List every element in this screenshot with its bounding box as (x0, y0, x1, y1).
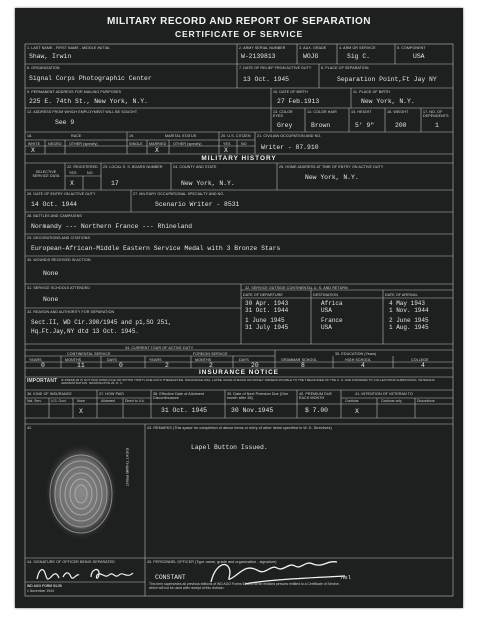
value-decorations: European-African-Middle Eastern Service Medal with 3 Bronze Stars (31, 245, 281, 252)
value-remarks: Lapel Button Issued. (191, 444, 268, 451)
value-occupation: Writer - 87.910 (261, 144, 319, 151)
supersede-note: This form supersedes all previous editions of WD AGO Forms 53 and 55 for enlisted persons entitled to a Certificate of Service, which will not be used after receipt of this revision. (149, 582, 340, 590)
marital-mark: X (155, 147, 159, 154)
label-organization: 6. ORGANIZATION (27, 66, 60, 70)
marital-other: OTHER (specify) (173, 141, 202, 146)
insurance-header: INSURANCE NOTICE (199, 369, 279, 376)
citizen-no: NO (241, 141, 247, 146)
departure-2: 31 Oct. 1944 (245, 307, 289, 314)
tour-val-1: 0 (41, 362, 45, 369)
value-serial: W-2139813 (241, 53, 276, 60)
marital-single: SINGLE (129, 141, 143, 146)
departure-1: 30 Apr. 1943 (245, 300, 289, 307)
destination-4: USA (321, 324, 332, 331)
label-battles: 28. BATTLES AND CAMPAIGNS (27, 214, 82, 218)
value-next-premium: 30 Nov.1945 (231, 407, 274, 414)
label-hair: 14. COLOR HAIR (307, 110, 337, 114)
label-foreign: FOREIGN SERVICE (193, 351, 228, 356)
edu-col-college: COLLEGE (411, 357, 429, 362)
value-premium-due: $ 7.00 (305, 407, 329, 414)
label-premium-due: 40. PREMIUM DUE EACH MONTH (299, 391, 333, 400)
label-employment-address: 12. ADDRESS FROM WHICH EMPLOYMENT WILL BE SOUGHT (27, 110, 138, 114)
label-separation-reason: 33. REASON AND AUTHORITY FOR SEPARATION (27, 310, 115, 314)
intent-continue-only: Continue only (381, 398, 402, 403)
marital-married: MARRIED (149, 141, 167, 146)
label-home-address: 25. HOME ADDRESS AT TIME OF ENTRY ON ACTIVE DUTY (279, 165, 384, 169)
arrival-4: 1 Aug. 1945 (389, 324, 429, 331)
value-employment-address: See 9 (55, 119, 75, 126)
kind-none: None (77, 398, 86, 403)
label-marital: MARITAL STATUS (165, 134, 197, 138)
insurance-notice-text: IF PREMIUM IS NOT PAID WHEN DUE OR WITHIN THIRTY-ONE DAYS THEREAFTER, INSURANCE WILL LAPSE. MAKE CHECKS OR MONEY ORDERS PAYABLE TO THE TREASURER OF THE U. S. AND FORWARD TO COLLECTIONS SUBDIVISION, VETERANS ADMINISTRATION, WASHINGTON 25, D. C. (61, 377, 435, 386)
tour-col-4: YEARS (149, 357, 162, 362)
label-relief-date: 7. DATE OF RELIEF FROM ACTIVE DUTY (239, 66, 312, 70)
tour-col-1: YEARS (29, 357, 42, 362)
destination-2: USA (321, 307, 332, 314)
edu-col-grammar: GRAMMAR SCHOOL (281, 357, 318, 362)
label-citizen: 20. U.S. CITIZEN (221, 134, 251, 138)
departure-4: 31 July 1945 (245, 324, 289, 331)
label-separation-place: 8. PLACE OF SEPARATION (321, 66, 369, 70)
value-separation-reason-2: Hq.Ft.Jay,NY dtd 13 Oct. 1945. (31, 328, 140, 335)
label-birth-place: 11. PLACE OF BIRTH (353, 90, 391, 94)
label-eyes: 13. COLOR EYES (273, 110, 293, 118)
value-grade: WOJG (303, 53, 319, 60)
insurance-important: IMPORTANT (27, 378, 58, 384)
registered-yes: YES (69, 171, 77, 175)
tour-val-3: 0 (119, 362, 123, 369)
label-intention: 41. INTENTION OF VETERAN TO (355, 392, 413, 396)
value-registered: X (70, 180, 74, 187)
label-grade: 3. AUX. GRADE (299, 46, 327, 50)
registered-no: NO (87, 171, 93, 175)
label-insurance-kind: 36. KIND OF INSURANCE (27, 392, 72, 396)
value-dependents: 1 (435, 122, 439, 129)
value-relief-date: 13 Oct. 1945 (243, 76, 290, 83)
edu-col-high: HIGH SCHOOL (345, 357, 372, 362)
value-birth-place: New York, N.Y. (361, 98, 415, 105)
value-name: Shaw, Irwin (29, 53, 72, 60)
arrival-3: 2 June 1945 (389, 317, 429, 324)
label-mailing-address: 9. PERMANENT ADDRESS FOR MAILING PURPOSES (27, 90, 122, 94)
arrival-2: 1 Nov. 1944 (389, 307, 429, 314)
label-name: 1. LAST NAME - FIRST NAME - MIDDLE INITIAL (27, 46, 111, 50)
label-selective-service: SELECTIVE SERVICE DATA (32, 170, 60, 178)
label-weight: 16. WEIGHT (387, 110, 409, 114)
header-departure: DATE OF DEPARTURE (243, 292, 283, 297)
value-component: USA (413, 53, 425, 60)
label-occupation: 21. CIVILIAN OCCUPATION AND NO. (257, 134, 322, 138)
label-race: RACE (71, 134, 82, 138)
kind-nat-serv: Nat. Serv. (27, 398, 42, 403)
label-education: 35. EDUCATION (Years) (335, 351, 377, 356)
race-negro: NEGRO (48, 141, 62, 146)
label-component: 5. COMPONENT (397, 46, 426, 50)
citizen-yes: YES (223, 141, 231, 146)
value-personnel-officer: CONSTANT (155, 574, 186, 581)
departure-3: 1 June 1945 (245, 317, 285, 324)
label-board-number: 23. LOCAL S. S. BOARD NUMBER (103, 165, 163, 169)
value-mailing-address: 225 E. 74th St., New York, N.Y. (29, 98, 148, 105)
value-entry-date: 14 Oct. 1944 (31, 201, 78, 208)
label-thumbprint: RIGHT THUMB PRINT (125, 448, 129, 487)
edu-val-grammar: 8 (301, 362, 305, 369)
label-continental: CONTINENTAL SERVICE (67, 351, 111, 356)
how-direct: Direct to V.A. (125, 398, 145, 403)
tour-col-6: DAYS (239, 357, 249, 362)
label-next-premium: 39. Date of Next Premium Due (One month after 38) (227, 391, 289, 400)
label-dependents: 17. NO. OF DEPENDENTS (423, 110, 449, 118)
value-county-state: New York, N.Y. (181, 180, 235, 187)
tour-col-2: MONTHS (65, 357, 82, 362)
value-birth-date: 27 Feb.1913 (277, 98, 320, 105)
value-schools: None (43, 296, 59, 303)
value-separation-place: Separation Point,Ft Jay NY (337, 76, 437, 83)
label-schools: 31. SERVICE SCHOOLS ATTENDED (27, 286, 90, 290)
label-officer-signature: 44. SIGNATURE OF OFFICER BEING SEPARATED (27, 560, 115, 564)
edu-val-high: 4 (361, 362, 365, 369)
how-allotment: Allotment (101, 398, 116, 403)
label-serial: 2. ARMY SERIAL NUMBER (239, 46, 286, 50)
value-arm: Sig C. (347, 53, 371, 60)
value-intention: X (355, 408, 359, 415)
label-marital-num: 19. (129, 134, 135, 138)
value-allotment-discontinuance: 31 Oct. 1945 (161, 407, 208, 414)
header-destination: DESTINATION (313, 292, 338, 297)
label-mos: 27. MILITARY OCCUPATIONAL SPECIALTY AND NO. (133, 192, 225, 196)
label-service-outside: 32. SERVICE OUTSIDE CONTINENTAL U. S. AND RETURN (245, 285, 348, 290)
label-entry-date: 26. DATE OF ENTRY ON ACTIVE DUTY (27, 192, 96, 196)
edu-val-college: 4 (421, 362, 425, 369)
label-wounds: 30. WOUNDS RECEIVED IN ACTION (27, 258, 91, 262)
label-birth-date: 10. DATE OF BIRTH (273, 90, 308, 94)
thumbprint-image (39, 436, 123, 546)
value-height: 5' 9" (355, 122, 375, 129)
label-current-tour: 34. CURRENT TOUR OF ACTIVE DUTY (125, 345, 194, 350)
tour-val-6: 20 (251, 362, 259, 369)
form-number: WD AGO FORM 53-55 (27, 584, 62, 588)
form-date: 1 November 1944 (27, 589, 54, 593)
value-separation-reason-1: Sect.II, WD Cir.390/1945 and p1,SO 251, (31, 319, 172, 326)
tour-col-3: DAYS (107, 357, 117, 362)
label-height: 15. HEIGHT (351, 110, 372, 114)
value-hair: Brown (311, 122, 331, 129)
label-county-state: 24. COUNTY AND STATE (173, 165, 217, 169)
value-wounds: None (43, 270, 59, 277)
label-how-paid: 37. HOW PAID (99, 392, 125, 396)
label-arm: 4. ARM OR SERVICE (339, 46, 376, 50)
race-white: WHITE (28, 141, 41, 146)
destination-1: Africa (321, 300, 343, 307)
intent-discontinue: Discontinue (417, 398, 435, 403)
label-registered: 22. REGISTERED (67, 165, 98, 169)
label-allotment-discontinuance: 38. Effective Date of Allotment Discontinuance (153, 391, 205, 400)
label-remarks: 43. REMARKS (This space for completion of above items or entry of other items specified in W. D. Directives) (147, 426, 332, 430)
header-arrival: DATE OF ARRIVAL (385, 292, 418, 297)
race-other: OTHER (specify) (69, 141, 98, 146)
value-mos: Scenario Writer - 8531 (155, 201, 240, 208)
value-board-number: 17 (111, 180, 119, 187)
label-race-num: 18. (27, 134, 33, 138)
tour-val-5: 2 (209, 362, 213, 369)
tour-col-5: MONTHS (195, 357, 212, 362)
tour-val-2: 11 (77, 362, 85, 369)
destination-3: France (321, 317, 343, 324)
veteran-signature (33, 563, 143, 585)
separation-document (15, 8, 463, 608)
value-organization: Signal Corps Photographic Center (29, 75, 152, 82)
document-title: MILITARY RECORD AND REPORT OF SEPARATION (106, 16, 372, 27)
label-personnel-officer: 45. PERSONNEL OFFICER (Type name, grade and organization - signature) (147, 560, 277, 564)
arrival-1: 4 May 1943 (389, 300, 426, 307)
value-weight: 200 (395, 122, 407, 129)
value-personnel-suffix: nel (341, 574, 351, 581)
document-subtitle: CERTIFICATE OF SERVICE (174, 29, 304, 39)
label-decorations: 29. DECORATIONS AND CITATIONS (27, 236, 91, 240)
citizen-mark: X (224, 147, 228, 154)
value-battles: Normandy --- Northern France --- Rhineland (31, 223, 193, 230)
intent-continue: Continue (345, 398, 359, 403)
label-thumbprint-num: 42. (27, 426, 33, 430)
race-mark: X (31, 147, 35, 154)
military-history-header: MILITARY HISTORY (201, 155, 277, 162)
kind-us-govt: U.S. Govt. (51, 398, 67, 403)
kind-mark: X (79, 408, 83, 415)
value-home-address: New York, N.Y. (305, 174, 359, 181)
value-eyes: Grey (277, 122, 293, 129)
tour-val-4: 2 (165, 362, 169, 369)
